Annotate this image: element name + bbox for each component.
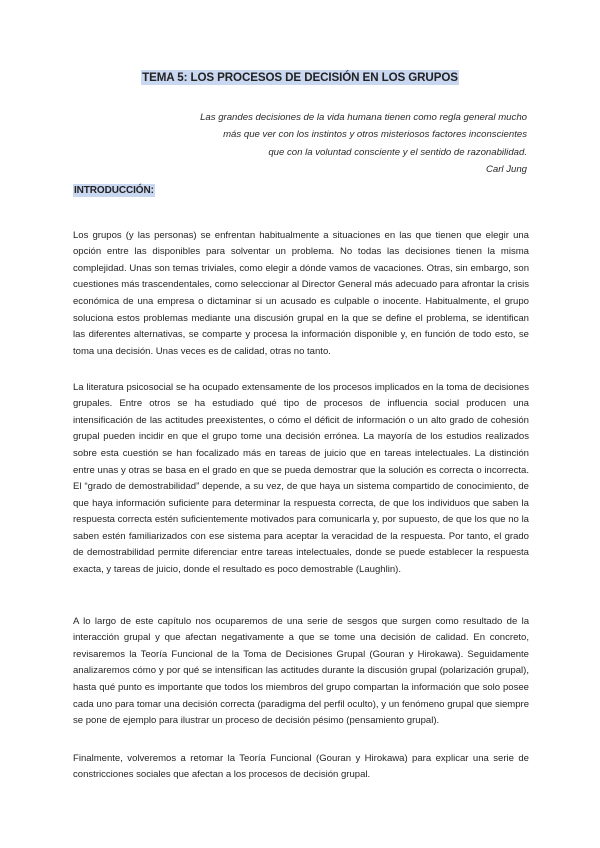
epigraph-line: que con la voluntad consciente y el sentido de razonabilidad. [268,146,527,158]
body-paragraph: A lo largo de este capítulo nos ocuparemos de una serie de sesgos que surgen como resultado de la interacción grupal y que afectan negativamente a que se tome una decisión de calidad. En concreto, revisaremos la Teoría Funcional de la Toma de Decisiones Grupal (Gouran y Hirokawa). Seguidamente analizaremos cómo y por qué se intensifican las actitudes durante la discusión grupal (polarización grupal), hasta qué punto es importante que todos los miembros del grupo compartan la información que solo posee cada uno para tomar una decisión correcta (paradigma del perfil oculto), y un fenómeno grupal que siempre se pone de ejemplo para ilustrar un proceso de decisión pésimo (pensamiento grupal). [73,615,529,727]
epigraph-line: más que ver con los instintos y otros misteriosos factores inconscientes [223,129,527,141]
epigraph-author: Carl Jung [485,163,527,175]
body-paragraph: Los grupos (y las personas) se enfrentan habitualmente a situaciones en las que tienen que elegir una opción entre las disponibles para solventar un problema. No todas las decisiones tienen la misma complejidad. Unas son temas triviales, como elegir a dónde vamos de vacaciones. Otras, sin embargo, son cuestiones más trascendentales, como seleccionar al Director General más adecuado para afrontar la crisis económica de una empresa o dictaminar si un acusado es culpable o inocente. Habitualmente, el grupo soluciona estos problemas mediante una discusión grupal en la que se define el problema, se identifican las diferentes alternativas, se comparte y procesa la información disponible y, en función de todo esto, se toma una decisión. Unas veces es de calidad, otras no tanto. [73,229,529,357]
body-paragraph: La literatura psicosocial se ha ocupado extensamente de los procesos implicados en la toma de decisiones grupales. Entre otros se ha estudiado qué tipo de procesos de influencia social producen una intensificación de las actitudes preexistentes, o cómo el déficit de información o un alto grado de cohesión grupal pueden incidir en que el grupo tome una decisión errónea. La mayoría de los estudios realizados sobre esta cuestión se han focalizado más en tareas de juicio que en tareas intelectuales. La distinción entre unas y otras se basa en el grado en que se pueda demostrar que la solución es correcta o incorrecta. El “grado de demostrabilidad” depende, a su vez, de que haya un sistema compartido de conocimiento, de que haya información suficiente para determinar la respuesta correcta, de que los individuos que saben la respuesta correcta estén suficientemente motivados para comunicarla y, por supuesto, de que los que no la saben estén familiarizados con ese sistema para aceptar la veracidad de la respuesta. Por tanto, el grado de demostrabilidad permite diferenciar entre tareas intelectuales, donde se puede establecer la respuesta exacta, y tareas de juicio, donde el resultado es poco demostrable (Laughlin). [73,381,529,576]
epigraph-line: Las grandes decisiones de la vida humana tienen como regla general mucho [200,112,527,123]
body-paragraph: Finalmente, volveremos a retomar la Teoría Funcional (Gouran y Hirokawa) para explicar una serie de constricciones sociales que afectan a los procesos de decisión grupal. [73,752,529,781]
epigraph [107,109,527,178]
page-title [0,71,600,84]
section-heading [73,185,155,196]
page-title-text: TEMA 5: LOS PROCESOS DE DECISIÓN EN LOS GRUPOS [142,71,458,84]
section-heading-text: INTRODUCCIÓN: [74,185,154,196]
